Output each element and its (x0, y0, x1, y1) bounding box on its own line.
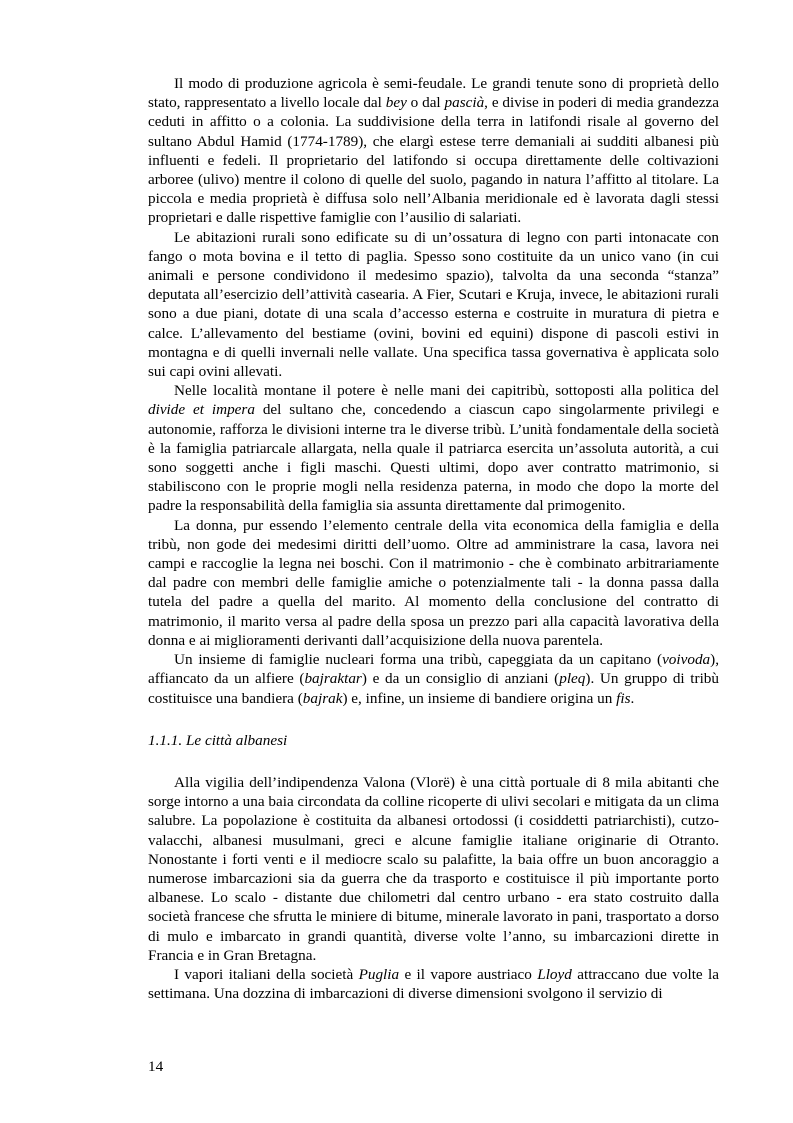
italic-term: voivoda (662, 651, 711, 669)
paragraph (148, 965, 719, 1003)
italic-term: pascià (444, 94, 485, 112)
italic-term: Lloyd (537, 965, 572, 983)
italic-term: bajrak (302, 689, 343, 707)
text-run: ) e da un consiglio di anziani ( (361, 670, 560, 688)
text-run: I vapori italiani della società (174, 965, 359, 983)
text-run: Il modo di produzione agricola è semi-feudale. Le grandi tenute sono di proprietà dello stato, rappresentato a livello locale dal (148, 75, 719, 112)
italic-term: bajraktar (304, 670, 362, 688)
page-body (148, 74, 719, 1003)
paragraph (148, 650, 719, 708)
section-heading: 1.1.1. Le città albanesi (148, 731, 288, 749)
paragraphs-after-heading (148, 773, 719, 1003)
text-run: del sultano che, concedendo a ciascun capo singolarmente privilegi e autonomie, rafforza le divisioni interne tra le diverse tribù. L’unità fondamentale della società è la famiglia patriarcale allargata, nella quale il patriarca esercita un’assoluta autorità, a cui sono soggetti anche i figli maschi. Questi ultimi, dopo aver contratto matrimonio, si stabiliscono con le proprie mogli nella residenza paterna, in modo che dopo la morte del padre la responsabilità della famiglia sia assunta direttamente dal primogenito. (148, 401, 719, 515)
paragraph (148, 381, 719, 515)
text-run: attraccano due volte la settimana. Una dozzina di imbarcazioni di diverse dimensioni svolgono il servizio di (148, 965, 719, 1003)
text-run: Alla vigilia dell’indipendenza Valona (Vlorë) è una città portuale di 8 mila abitanti che sorge intorno a una baia circondata da colline ricoperte di ulivi secolari e mitigata da un clima salubre. La popolazione è costituita da albanesi ortodossi (i cosiddetti patriarchisti), cutzo-valacchi, albanesi musulmani, greci e alcune famiglie italiane originarie di Otranto. Nonostante i forti venti e il mediocre scalo su palafitte, la baia offre un buon ancoraggio a numerose imbarcazioni sia da guerra che da trasporto e costituisce il più importante porto albanese. Lo scalo - distante due chilometri dal centro urbano - era stato costruito dalla società francese che sfrutta le miniere di bitume, minerale lavorato in pani, trasportato a dorso di mulo e imbarcato in grandi quantità, diverse volte l’anno, su imbarcazioni dirette in Francia e in Gran Bretagna. (148, 773, 719, 964)
paragraph (148, 773, 719, 965)
text-run: ), affiancato da un alfiere ( (148, 651, 719, 688)
text-run: Nelle località montane il potere è nelle mani dei capitribù, sottoposti alla politica del (174, 382, 719, 400)
paragraph (148, 228, 719, 382)
paragraphs-before-heading (148, 74, 719, 708)
italic-term: divide et impera (148, 401, 255, 419)
paragraph (148, 516, 719, 650)
italic-term: Puglia (358, 965, 400, 983)
text-run: La donna, pur essendo l’elemento centrale della vita economica della famiglia e della tribù, non gode dei medesimi diritti dell’uomo. Oltre ad amministrare la casa, lavora nei campi e raccoglie la legna nei boschi. Con il matrimonio - che è combinato arbitrariamente dal padre con membri delle famiglie amiche o potenzialmente tali - la donna passa dalla tutela del padre a quella del marito. Al momento della conclusione del contratto di matrimonio, il marito versa al padre della sposa un prezzo pari alla capacità lavorativa della donna e ai miglioramenti derivanti dall’acquisizione della nuova parentela. (148, 516, 719, 649)
page-number: 14 (148, 1058, 164, 1075)
text-run: . (630, 689, 635, 707)
text-run: Le abitazioni rurali sono edificate su di un’ossatura di legno con parti intonacate con fango o mota bovina e il tetto di paglia. Spesso sono costituite da un unico vano (in cui animali e persone condividono il medesimo spazio), talvolta da una seconda “stanza” deputata all’esercizio dell’attività casearia. A Fier, Scutari e Kruja, invece, le abitazioni rurali sono a due piani, dotate di una scala d’accesso esterna e costruite in muratura di pietra e calce. L’allevamento del bestiame (ovini, bovini ed equini) dispone di pascoli estivi in montagna e di quelli invernali nelle vallate. Una specifica tassa governativa è applicata solo sui capi ovini allevati. (148, 228, 719, 381)
italic-term: fis (616, 689, 631, 707)
text-run: ) e, infine, un insieme di bandiere origina un (342, 689, 617, 707)
paragraph (148, 74, 719, 228)
text-run: e il vapore austriaco (399, 965, 538, 983)
text-run: , e divise in poderi di media grandezza ceduti in affitto o a colonia. La suddivisione della terra in latifondi risale al governo del sultano Abdul Hamid (1774-1789), che elargì estese terre demaniali ai sudditi albanesi più influenti e fedeli. Il proprietario del latifondo si occupa direttamente delle coltivazioni arboree (ulivo) mentre il colono di quelle del suolo, pagando in natura l’affitto al titolare. La piccola e media proprietà è diffusa solo nell’Albania meridionale ed è lavorata dagli stessi proprietari e dalle rispettive famiglie con l’ausilio di salariati. (148, 94, 719, 227)
text-run: o dal (406, 94, 445, 112)
text-run: Un insieme di famiglie nucleari forma una tribù, capeggiata da un capitano ( (174, 651, 663, 669)
text-run: ). Un gruppo di tribù costituisce una bandiera ( (148, 670, 719, 707)
italic-term: pleq (559, 670, 586, 688)
italic-term: bey (385, 94, 407, 112)
